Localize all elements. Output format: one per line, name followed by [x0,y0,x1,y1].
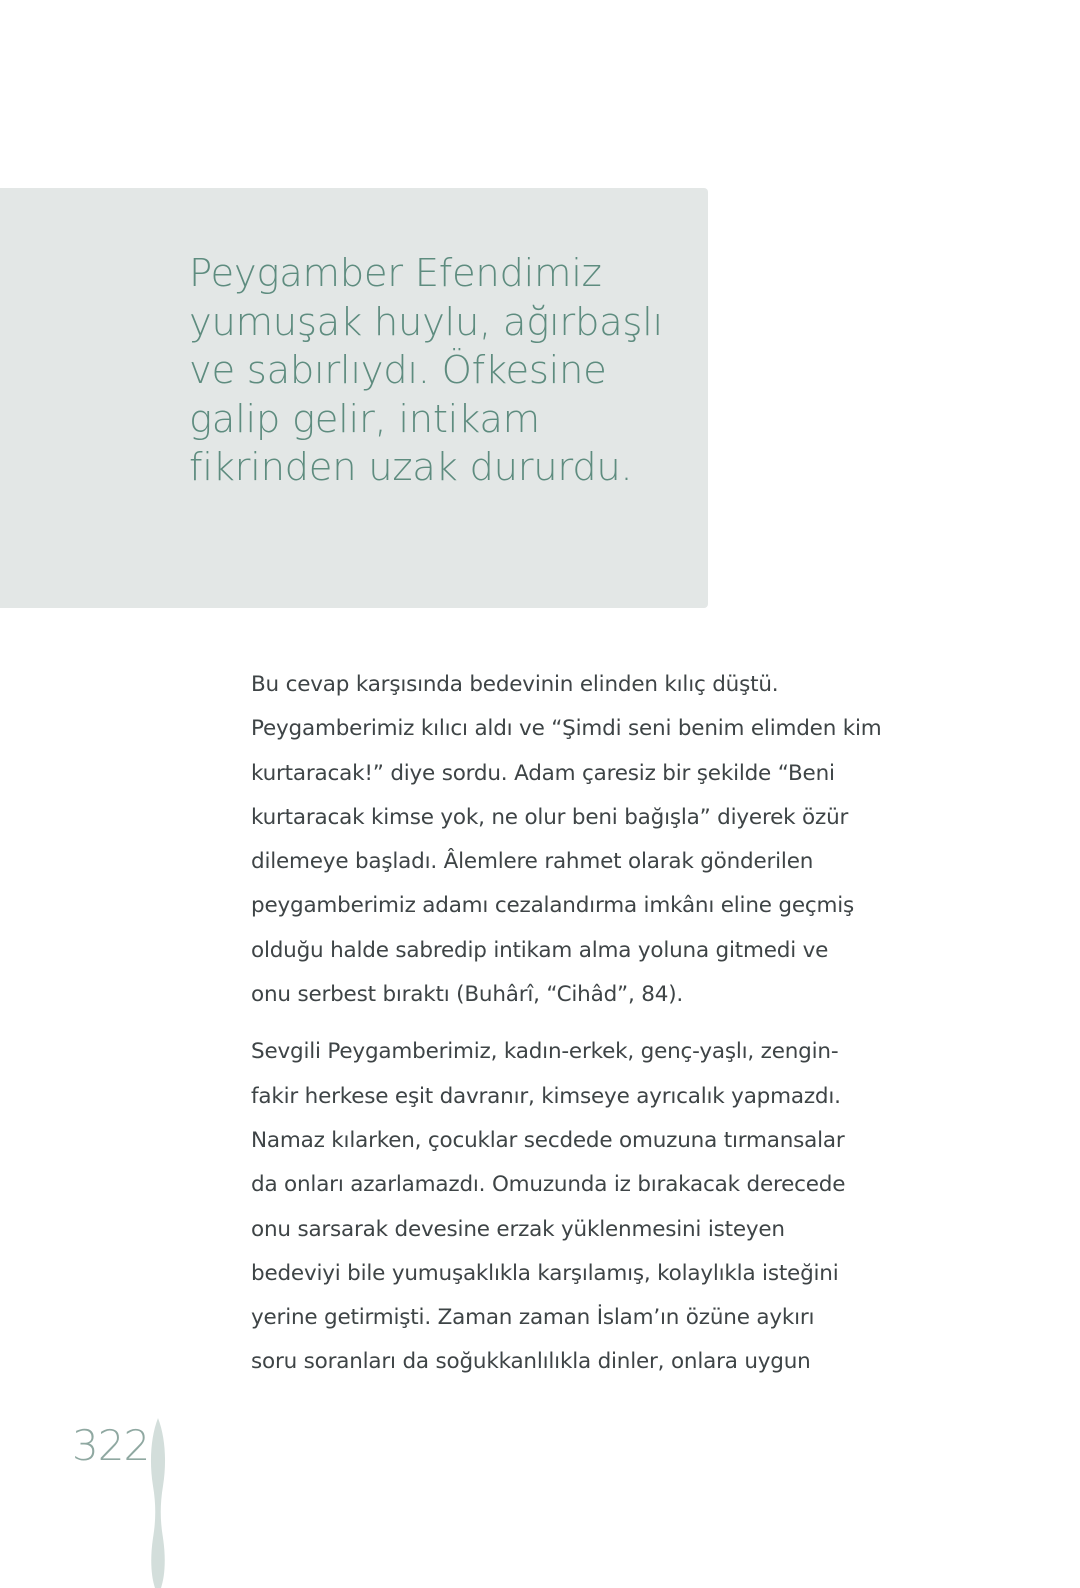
page-number: 322 [72,1421,150,1470]
pullquote-line: Peygamber Efendimiz [189,251,602,296]
text-line: yerine getirmişti. Zaman zaman İslam’ın özüne aykırı [251,1305,815,1331]
text-line: soru soranları da soğukkanlılıkla dinler, onlara uygun [251,1349,811,1375]
text-line: Namaz kılarken, çocuklar secdede omuzuna tırmansalar [251,1127,845,1153]
text-line: dilemeye başladı. Âlemlere rahmet olarak gönderilen [251,849,814,875]
text-line: Sevgili Peygamberimiz, kadın-erkek, genç-yaşlı, zengin- [251,1039,839,1065]
paragraph-1 [251,663,911,1017]
text-line: Bu cevap karşısında bedevinin elinden kılıç düştü. [251,672,779,697]
text-line: Peygamberimiz kılıcı aldı ve “Şimdi seni benim elimden kim [251,716,882,742]
text-line: onu sarsarak devesine erzak yüklenmesini isteyen [251,1216,785,1242]
text-line: kurtaracak!” diye sordu. Adam çaresiz bir şekilde “Beni [251,760,835,786]
text-line: olduğu halde sabredip intikam alma yoluna gitmedi ve [251,937,829,963]
pullquote-line: ve sabırlıydı. Öfkesine [189,348,607,393]
leaf-ornament-icon [143,1416,173,1588]
pullquote-line: galip gelir, intikam [189,396,540,442]
body-text [251,663,911,1385]
text-line: fakir herkese eşit davranır, kimseye ayrıcalık yapmazdı. [251,1083,841,1109]
pullquote-line: yumuşak huylu, ağırbaşlı [189,299,663,345]
text-line: peygamberimiz adamı cezalandırma imkânı eline geçmiş [251,893,855,919]
text-line: onu serbest bıraktı (Buhârî, “Cihâd”, 84). [251,982,684,1008]
pullquote-text [189,250,689,493]
text-line: da onları azarlamazdı. Omuzunda iz bırakacak derecede [251,1172,846,1198]
text-line: bedeviyi bile yumuşaklıkla karşılamış, kolaylıkla isteğini [251,1260,839,1286]
paragraph-2 [251,1030,911,1384]
text-line: kurtaracak kimse yok, ne olur beni bağışla” diyerek özür [251,804,849,830]
pullquote-line: fikrinden uzak dururdu. [189,445,633,490]
